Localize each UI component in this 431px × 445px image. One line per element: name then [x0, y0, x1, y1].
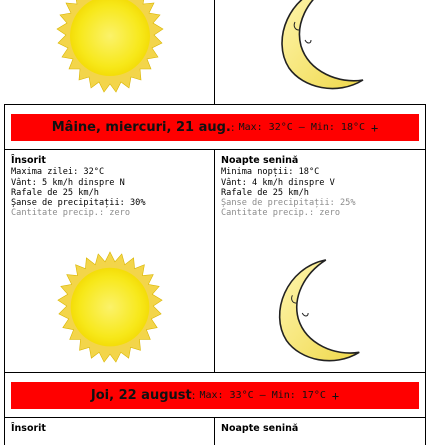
night-forecast-panel — [215, 150, 426, 372]
previous-night-moon-cell — [215, 0, 426, 104]
night-precip-chance: Șanse de precipitații: 25% — [221, 198, 356, 209]
night-condition: Noapte senină — [221, 155, 299, 166]
expand-plus-icon[interactable]: + — [371, 120, 379, 135]
day-header-thursday — [4, 372, 426, 418]
day-title: Mâine, miercuri, 21 aug. — [51, 120, 231, 135]
sun-icon — [50, 0, 170, 98]
crescent-moon-icon — [257, 254, 375, 372]
temperature-summary: Max: 32°C — Min: 18°C — [238, 122, 366, 133]
day-details-thursday — [4, 418, 426, 445]
expand-plus-icon[interactable]: + — [331, 388, 340, 403]
sun-icon — [51, 250, 169, 368]
previous-day-icons — [4, 0, 426, 104]
header-separator: : — [230, 121, 235, 134]
day-precip-amount: Cantitate precip.: zero — [11, 208, 130, 219]
night-min-temp: Minima nopții: 18°C — [221, 167, 320, 178]
header-separator: : — [191, 389, 196, 402]
previous-day-sun-cell — [4, 0, 215, 104]
temperature-summary: Max: 33°C — Min: 17°C — [199, 390, 326, 401]
day-forecast-panel — [4, 150, 215, 372]
crescent-moon-icon — [259, 0, 379, 100]
night-wind: Vânt: 4 km/h dinspre V — [221, 177, 335, 188]
day-precip-chance: Șanse de precipitații: 30% — [11, 198, 146, 209]
day-condition: Însorit — [11, 423, 46, 434]
night-condition: Noapte senină — [221, 423, 299, 434]
night-gusts: Rafale de 25 km/h — [221, 187, 309, 198]
night-forecast-panel — [215, 418, 426, 445]
night-precip-amount: Cantitate precip.: zero — [221, 208, 340, 219]
day-title: Joi, 22 august — [90, 388, 192, 403]
day-condition: Însorit — [11, 155, 46, 166]
day-wind: Vânt: 5 km/h dinspre N — [11, 177, 125, 188]
day-max-temp: Maxima zilei: 32°C — [11, 167, 105, 178]
day-header-bar[interactable] — [11, 382, 419, 409]
day-header-bar[interactable] — [11, 114, 419, 141]
day-details-wednesday — [4, 150, 426, 372]
day-header-wednesday — [4, 104, 426, 150]
day-forecast-panel — [4, 418, 215, 445]
day-gusts: Rafale de 25 km/h — [11, 187, 99, 198]
